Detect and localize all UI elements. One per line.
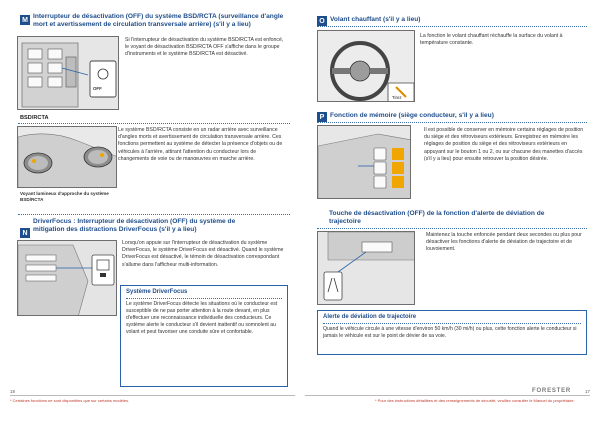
section-m-body: Si l'interrupteur de désactivation du système BSD/RCTA est enfoncé, le voyant de désactivation BSD/RCTA OFF s'affiche dans le groupe d'instruments et le système BSD/RCTA est désactivé.: [125, 37, 284, 58]
section-p-rule: [317, 122, 587, 123]
section-n-header: [20, 218, 290, 238]
section-p-body: Il est possible de conserver en mémoire certains réglages de position du siège et des rétroviseurs extérieurs. Enregistrez en mémoire les réglages de position du siège et des rétroviseurs extérieurs en appuyant sur le bouton 1 ou 2, ou sur chacune des manettes d'accès (s'il y a lieu) pour ensuite retrouver la position désirée.: [424, 127, 584, 162]
pull-label: Tirez: [392, 95, 402, 100]
driverfocus-callout-title: Système DriverFocus: [126, 289, 188, 295]
section-m-header: [20, 13, 290, 28]
bsd-rcta-label: BSD/RCTA: [20, 115, 49, 121]
right-page-number: 17: [585, 389, 590, 394]
section-q-body: Maintenez la touche enfoncée pendant deux secondes ou plus pour désactiver les fonctions d'alerte de déviation de trajectoire et de louvoiement.: [426, 232, 582, 253]
brand-logo: FORESTER: [532, 388, 572, 394]
section-n-body: Lorsqu'on appuie sur l'interrupteur de désactivation du système DriverFocus, le système DriverFocus est désactivé. Quand le système DriverFocus est désactivé, le témoin de désactivation correspondant s'allume dans l'afficheur multi-information.: [122, 240, 284, 268]
section-o-rule: [317, 26, 587, 27]
left-footer-note: * Certaines fonctions ne sont disponibles que sur certains modèles.: [10, 398, 130, 403]
left-page-number: 18: [10, 389, 15, 394]
lane-departure-callout-rule: [323, 323, 581, 324]
bsd-indicator-caption: Voyant lumineux d'approche du système BSD/RCTA: [20, 191, 109, 202]
section-letter-n: N: [20, 228, 30, 238]
section-n-title: DriverFocus : Interrupteur de désactivation (OFF) du système de mitigation des distractions DriverFocus (s'il y a lieu): [33, 218, 236, 233]
bsd-rule: [18, 123, 290, 124]
lane-departure-callout: [317, 310, 587, 355]
section-q-rule: [317, 228, 587, 229]
left-footer-rule: [10, 395, 295, 396]
driverfocus-callout: [120, 285, 288, 387]
section-o-body: La fonction le volant chauffant réchauffe la surface du volant à température constante.: [420, 33, 563, 47]
driverfocus-callout-rule: [126, 298, 282, 299]
section-q-header: [317, 210, 587, 225]
lane-departure-callout-body: Quand le véhicule circule à une vitesse d'environ 50 km/h (30 mi/h) ou plus, cette fonction alerte le conducteur si jamais le véhicule est sur le point de dévier de sa voie.: [323, 326, 577, 340]
lane-departure-switch-image: [317, 231, 415, 305]
heated-wheel-image: [317, 30, 415, 102]
section-m-title: Interrupteur de désactivation (OFF) du système BSD/RCTA (surveillance d'angle mort et avertissement de circulation transversale arrière) (s'il y a lieu): [33, 13, 284, 28]
bsd-switch-image: [17, 36, 119, 110]
driverfocus-callout-body: Le système DriverFocus détecte les situations où le conducteur est susceptible de ne pas porter attention à la route devant, en plus d'effectuer une reconnaissance individuelle des conducteurs. Ce système alerte le conducteur s'il devient inattentif ou somnolent au volant et peut favoriser une conduite sûre et confortable.: [126, 301, 278, 336]
bsd-off-icon-label: OFF: [93, 86, 102, 91]
section-o-header: [317, 14, 587, 26]
memory-seat-image: [317, 125, 411, 199]
right-footer-note: * Pour des instructions détaillées et des renseignements de sécurité, veuillez consulter le Manuel du propriétaire.: [375, 398, 575, 403]
driverfocus-switch-image: [17, 240, 117, 316]
section-letter-p: P: [317, 112, 327, 122]
section-p-title: Fonction de mémoire (siège conducteur, s'il y a lieu): [330, 112, 494, 119]
section-o-title: Volant chauffant (s'il y a lieu): [330, 16, 421, 23]
section-q-title: Touche de désactivation (OFF) de la fonction d'alerte de déviation de trajectoire: [329, 210, 545, 225]
section-n-top-rule: [18, 214, 290, 215]
right-page: [300, 0, 600, 425]
section-letter-o: O: [317, 16, 327, 26]
lane-departure-callout-title: Alerte de déviation de trajectoire: [323, 314, 417, 320]
section-p-header: [317, 110, 587, 122]
right-footer-rule: [305, 395, 590, 396]
section-letter-m: M: [20, 15, 30, 25]
bsd-mirror-image: [17, 126, 117, 188]
bsd-rcta-body: Le système BSD/RCTA consiste en un radar arrière avec surveillance d'angles morts et avertissement de circulation transversale arrière. Ces fonctions permettent au système de détecter la présence d'objets ou de véhicules à l'arrière, attirant l'attention du conducteur lors de changements de voie ou de manœuvres en marche arrière.: [118, 127, 283, 162]
